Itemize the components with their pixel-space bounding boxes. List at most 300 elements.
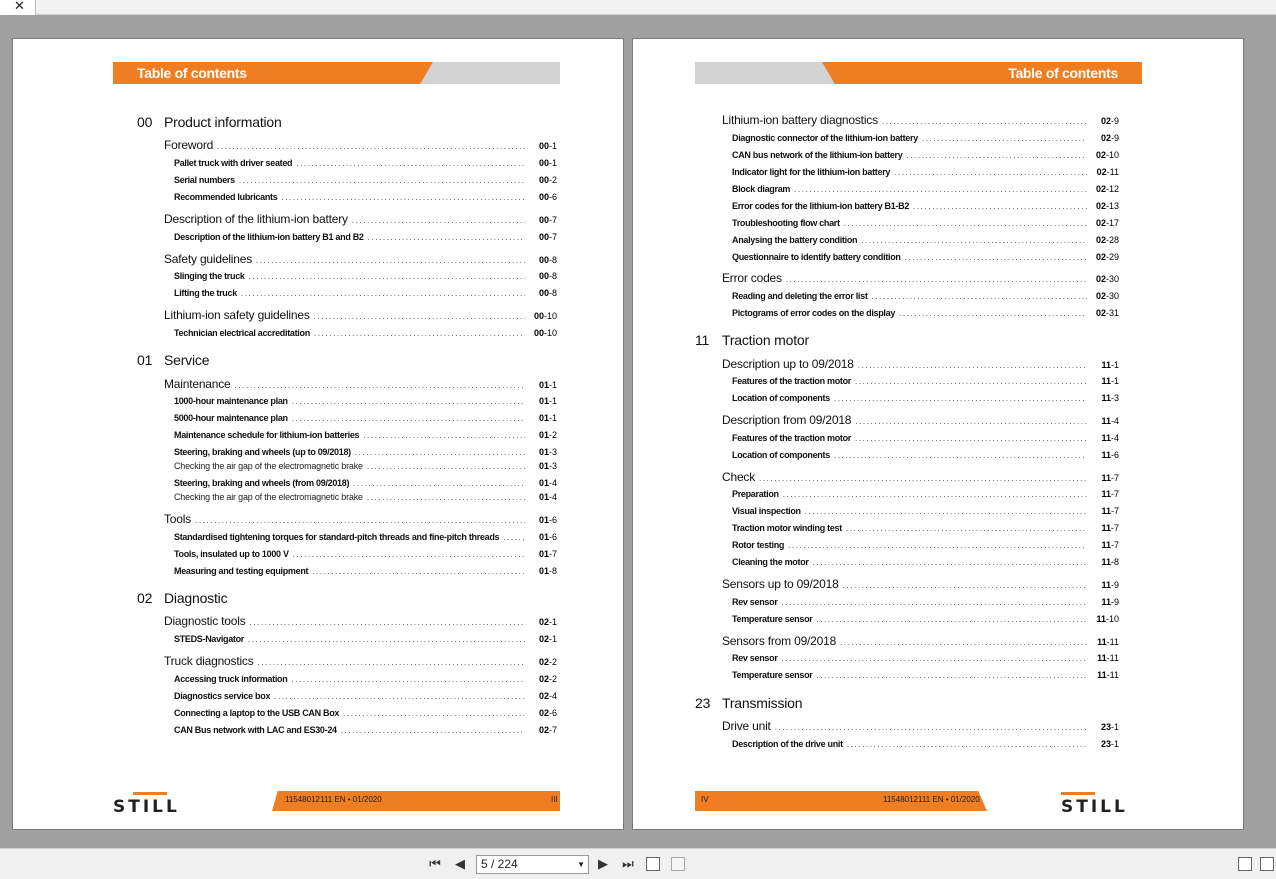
toc-page-ref <box>1087 148 1119 162</box>
chapter-prefix: 02 <box>538 725 549 735</box>
leader-dots <box>759 472 1087 486</box>
last-page-icon[interactable]: ⏭ <box>622 856 634 871</box>
toc-page-ref <box>525 139 557 153</box>
page-suffix: -2 <box>548 430 557 440</box>
toc-entry[interactable] <box>137 530 557 545</box>
toc-entry[interactable] <box>137 190 557 205</box>
chapter-heading[interactable] <box>137 352 209 368</box>
close-icon[interactable]: ✕ <box>14 0 25 13</box>
leader-dots <box>816 669 1087 683</box>
toc-entry[interactable] <box>137 654 557 670</box>
chapter-title: Product information <box>164 114 282 130</box>
toc-page-ref <box>1087 635 1119 649</box>
toc-page-ref <box>525 547 557 561</box>
toc-page-ref <box>525 632 557 646</box>
toc-entry[interactable] <box>695 148 1119 163</box>
page-suffix: -8 <box>548 566 557 576</box>
chapter-prefix: 02 <box>1095 252 1106 262</box>
toc-entry[interactable] <box>137 286 557 301</box>
toc-page-ref <box>525 173 557 187</box>
toc-entry-title: Accessing truck information <box>174 674 288 684</box>
page-suffix: -7 <box>1110 473 1119 483</box>
page-suffix: -8 <box>548 271 557 281</box>
page-suffix: -7 <box>548 215 557 225</box>
toc-page-ref <box>525 672 557 686</box>
toc-entry[interactable] <box>695 612 1119 627</box>
leader-dots <box>368 231 525 245</box>
leader-dots <box>899 307 1087 321</box>
chapter-prefix: 02 <box>1100 133 1111 143</box>
toc-entry[interactable] <box>137 252 557 268</box>
toc-entry-title: Steering, braking and wheels (up to 09/2018) <box>174 447 351 457</box>
toc-entry[interactable] <box>695 651 1119 666</box>
still-logo: STILL <box>1061 797 1128 817</box>
chapter-prefix: 01 <box>538 430 549 440</box>
leader-dots <box>844 217 1087 231</box>
toc-page-ref <box>525 253 557 267</box>
toc-entry-title: Pallet truck with driver seated <box>174 158 293 168</box>
toc-entry[interactable] <box>695 577 1119 593</box>
toc-entry-title: Features of the traction motor <box>732 376 852 386</box>
toc-entry[interactable] <box>137 173 557 188</box>
toc-page-ref <box>525 513 557 527</box>
toc-entry[interactable] <box>695 216 1119 231</box>
leader-dots <box>293 548 525 562</box>
page-number: IV <box>701 795 709 804</box>
leader-dots <box>250 616 525 630</box>
toc-entry-title: Diagnostic tools <box>164 614 246 628</box>
chapter-prefix: 23 <box>1100 739 1111 749</box>
toc-entry-title: Truck diagnostics <box>164 654 254 668</box>
two-page-view-icon[interactable] <box>671 857 685 871</box>
toc-entry[interactable] <box>137 269 557 284</box>
toc-entry[interactable] <box>695 165 1119 180</box>
chapter-heading[interactable] <box>695 332 809 348</box>
toc-entry[interactable] <box>695 289 1119 304</box>
toc-page-ref <box>525 286 557 300</box>
toc-entry[interactable] <box>137 445 557 460</box>
page-header <box>113 62 560 84</box>
chapter-prefix: 02 <box>1095 184 1106 194</box>
leader-dots <box>292 395 525 409</box>
leader-dots <box>296 157 525 171</box>
leader-dots <box>249 270 525 284</box>
toc-page-ref <box>1087 131 1119 145</box>
page-suffix: -6 <box>548 192 557 202</box>
toc-entry[interactable] <box>137 672 557 687</box>
page-suffix: -17 <box>1105 218 1119 228</box>
toc-page-ref <box>1087 538 1119 552</box>
toc-page-ref <box>525 190 557 204</box>
toc-entry[interactable] <box>137 614 557 630</box>
chapter-prefix: 02 <box>1095 235 1106 245</box>
chapter-prefix: 11 <box>1101 489 1111 499</box>
chapter-prefix: 02 <box>1095 150 1106 160</box>
toc-entry-title: Maintenance <box>164 377 231 391</box>
toc-entry[interactable] <box>137 411 557 426</box>
chapter-prefix: 00 <box>538 255 549 265</box>
page-suffix: -29 <box>1105 252 1119 262</box>
first-page-icon[interactable]: ⏮ <box>429 856 441 871</box>
toc-entry[interactable] <box>137 564 557 579</box>
toc-entry-title: Diagnostic connector of the lithium-ion battery <box>732 133 918 143</box>
toc-page-ref <box>1087 374 1119 388</box>
chapter-prefix: 11 <box>1097 670 1107 680</box>
toc-entry[interactable] <box>137 428 557 443</box>
chapter-heading[interactable] <box>695 695 802 711</box>
toc-page-ref <box>1087 114 1119 128</box>
toc-entry[interactable] <box>695 470 1119 486</box>
toc-entry[interactable] <box>695 719 1119 735</box>
toc-entry[interactable] <box>695 668 1119 683</box>
toc-entry[interactable] <box>695 634 1119 650</box>
toc-entry-title: Slinging the truck <box>174 271 245 281</box>
toc-entry-title: Description from 09/2018 <box>722 413 852 427</box>
chapter-prefix: 01 <box>538 515 549 525</box>
chapter-prefix: 11 <box>1101 523 1111 533</box>
toc-page-ref <box>525 309 557 323</box>
toc-entry[interactable] <box>137 476 557 491</box>
page-suffix: -1 <box>548 413 557 423</box>
toc-entry[interactable] <box>695 374 1119 389</box>
page-title: Table of contents <box>137 65 247 81</box>
toc-page-ref <box>525 411 557 425</box>
toc-entry-title: Location of components <box>732 393 830 403</box>
toc-entry-title: Check <box>722 470 756 484</box>
leader-dots <box>855 432 1087 446</box>
chapter-prefix: 11 <box>1097 637 1107 647</box>
toc-page-ref <box>1087 720 1119 734</box>
page-suffix: -7 <box>1110 540 1119 550</box>
page-suffix: -4 <box>548 492 557 502</box>
toc-page-ref <box>1087 289 1119 303</box>
page-suffix: -1 <box>548 634 557 644</box>
toc-entry[interactable] <box>695 113 1119 129</box>
chapter-prefix: 02 <box>538 617 549 627</box>
chapter-prefix: 02 <box>1095 291 1106 301</box>
toc-entry[interactable] <box>137 377 557 393</box>
chapter-prefix: 23 <box>1100 722 1111 732</box>
page-suffix: -6 <box>548 515 557 525</box>
toc-page-ref <box>1087 391 1119 405</box>
page-suffix: -7 <box>548 725 557 735</box>
leader-dots <box>195 514 525 528</box>
leader-dots <box>353 477 525 491</box>
page-suffix: -9 <box>1110 580 1119 590</box>
toc-entry-title: Questionnaire to identify battery condition <box>732 252 901 262</box>
toc-entry-title: Diagnostics service box <box>174 691 271 701</box>
chapter-prefix: 00 <box>533 328 544 338</box>
page-suffix: -11 <box>1106 167 1119 177</box>
leader-dots <box>503 531 525 545</box>
toc-page-ref <box>1087 250 1119 264</box>
toc-entry-title: Description of the lithium-ion battery <box>164 212 348 226</box>
page-suffix: -30 <box>1105 274 1119 284</box>
toc-entry-title: Lifting the truck <box>174 288 237 298</box>
toc-entry[interactable] <box>137 459 557 474</box>
toc-entry-title: Description of the lithium-ion battery B1 and B2 <box>174 232 364 242</box>
toc-entry[interactable] <box>695 504 1119 519</box>
page-suffix: -11 <box>1106 653 1119 663</box>
leader-dots <box>341 724 525 738</box>
next-page-icon[interactable]: ▶ <box>598 856 608 871</box>
chapter-title: Diagnostic <box>164 590 228 606</box>
toc-entry-title: Rev sensor <box>732 597 778 607</box>
toc-entry-title: Foreword <box>164 138 214 152</box>
page-suffix: -12 <box>1105 184 1119 194</box>
toc-entry-title: Lithium-ion battery diagnostics <box>722 113 878 127</box>
toc-entry[interactable] <box>695 131 1119 146</box>
leader-dots <box>352 214 525 228</box>
leader-dots <box>363 429 525 443</box>
page-suffix: -10 <box>543 311 557 321</box>
toc-entry[interactable] <box>695 737 1119 752</box>
page-suffix: -6 <box>1110 450 1119 460</box>
prev-page-icon[interactable]: ◀ <box>455 856 465 871</box>
toc-entry[interactable] <box>695 357 1119 373</box>
toc-page-ref <box>1087 272 1119 286</box>
page-suffix: -2 <box>548 175 557 185</box>
toc-entry-title: Temperature sensor <box>732 614 813 624</box>
toc-entry[interactable] <box>695 306 1119 321</box>
toc-entry[interactable] <box>137 230 557 245</box>
toc-entry-title: Indicator light for the lithium-ion battery <box>732 167 891 177</box>
toc-entry[interactable] <box>137 723 557 738</box>
toc-page-ref <box>1087 487 1119 501</box>
page-suffix: -30 <box>1105 291 1119 301</box>
leader-dots <box>813 556 1087 570</box>
toc-entry[interactable] <box>695 555 1119 570</box>
toc-page-ref <box>525 269 557 283</box>
leader-dots <box>922 132 1087 146</box>
page-suffix: -8 <box>548 288 557 298</box>
chapter-prefix: 01 <box>538 492 549 502</box>
toc-page-ref <box>1087 199 1119 213</box>
page-title: Table of contents <box>1008 65 1118 81</box>
page-suffix: -3 <box>548 447 557 457</box>
toc-page-ref <box>1087 612 1119 626</box>
chapter-heading[interactable] <box>137 590 227 606</box>
toc-entry[interactable] <box>695 521 1119 536</box>
leader-dots <box>274 690 525 704</box>
toc-entry-title: Drive unit <box>722 719 771 733</box>
chapter-prefix: 02 <box>1096 167 1107 177</box>
page-selector[interactable] <box>476 855 589 874</box>
toc-entry[interactable] <box>695 271 1119 287</box>
toc-entry[interactable] <box>695 413 1119 429</box>
toc-entry[interactable] <box>695 538 1119 553</box>
chapter-prefix: 00 <box>538 158 549 168</box>
toc-entry[interactable] <box>695 391 1119 406</box>
page-suffix: -8 <box>548 255 557 265</box>
rotate-view-icon[interactable] <box>646 857 660 871</box>
toc-entry-title: Rotor testing <box>732 540 785 550</box>
toc-page-ref <box>1087 358 1119 372</box>
leader-dots <box>805 505 1087 519</box>
toc-entry[interactable] <box>137 490 557 505</box>
toc-page-ref <box>525 706 557 720</box>
leader-dots <box>855 415 1087 429</box>
toc-page-ref <box>525 564 557 578</box>
toc-page-ref <box>525 445 557 459</box>
toc-page-ref <box>525 490 557 504</box>
chapter-number: 01 <box>137 352 153 368</box>
toc-entry[interactable] <box>695 595 1119 610</box>
doc-code: 11548012111 EN • 01/2020 <box>285 795 382 804</box>
toc-entry[interactable] <box>695 487 1119 502</box>
page-number: III <box>551 795 558 804</box>
chapter-prefix: 00 <box>538 141 549 151</box>
toc-entry-title: Traction motor winding test <box>732 523 842 533</box>
chapter-title: Transmission <box>722 695 803 711</box>
leader-dots <box>367 460 525 474</box>
leader-dots <box>840 636 1087 650</box>
leader-dots <box>882 115 1087 129</box>
leader-dots <box>905 251 1087 265</box>
toc-entry[interactable] <box>137 512 557 528</box>
toc-entry-title: Analysing the battery condition <box>732 235 858 245</box>
toc-entry[interactable] <box>695 431 1119 446</box>
page-suffix: -1 <box>1110 722 1119 732</box>
toc-page-ref <box>1087 414 1119 428</box>
toc-entry-title: Safety guidelines <box>164 252 252 266</box>
toc-entry[interactable] <box>137 156 557 171</box>
toc-entry[interactable] <box>695 182 1119 197</box>
chapter-title: Service <box>164 352 210 368</box>
page-suffix: -31 <box>1105 308 1119 318</box>
toc-page-ref <box>525 394 557 408</box>
toc-entry-title: Tools, insulated up to 1000 V <box>174 549 289 559</box>
toc-entry[interactable] <box>137 308 557 324</box>
toc-entry-title: Checking the air gap of the electromagnetic brake <box>174 461 363 471</box>
chapter-prefix: 11 <box>1101 540 1111 550</box>
chapter-prefix: 11 <box>1096 614 1106 624</box>
leader-dots <box>292 412 525 426</box>
toc-page-ref <box>1087 504 1119 518</box>
toc-entry-title: Maintenance schedule for lithium-ion batteries <box>174 430 360 440</box>
chapter-prefix: 02 <box>1095 274 1106 284</box>
page-suffix: -10 <box>543 328 557 338</box>
toc-entry-title: Visual inspection <box>732 506 801 516</box>
leader-dots <box>367 491 525 505</box>
page-suffix: -4 <box>1110 433 1119 443</box>
toc-entry[interactable] <box>137 138 557 154</box>
chapter-prefix: 00 <box>538 271 549 281</box>
toc-entry-title: Preparation <box>732 489 779 499</box>
toc-entry-title: Troubleshooting flow chart <box>732 218 840 228</box>
chapter-prefix: 02 <box>538 657 549 667</box>
leader-dots <box>847 738 1087 752</box>
page-suffix: -11 <box>1106 670 1119 680</box>
toc-entry[interactable] <box>695 250 1119 265</box>
chapter-number: 11 <box>695 332 710 348</box>
leader-dots <box>248 633 525 647</box>
toc-entry[interactable] <box>695 199 1119 214</box>
chapter-prefix: 01 <box>538 413 549 423</box>
leader-dots <box>794 183 1087 197</box>
page-suffix: -8 <box>1110 557 1119 567</box>
toc-entry-title: Checking the air gap of the electromagnetic brake <box>174 492 363 502</box>
toc-entry-title: Steering, braking and wheels (from 09/2018) <box>174 478 350 488</box>
toc-entry[interactable] <box>137 326 557 341</box>
single-page-icon[interactable] <box>1238 857 1252 871</box>
toc-page-ref <box>1087 233 1119 247</box>
toc-entry[interactable] <box>695 448 1119 463</box>
page-suffix: -4 <box>548 691 557 701</box>
chapter-prefix: 00 <box>538 232 549 242</box>
leader-dots <box>314 310 525 324</box>
toc-entry[interactable] <box>137 547 557 562</box>
page-right <box>632 38 1244 830</box>
viewer-toolbar <box>0 848 1276 879</box>
toc-entry[interactable] <box>137 212 557 228</box>
leader-dots <box>281 191 525 205</box>
toc-entry-title: CAN Bus network with LAC and ES30-24 <box>174 725 337 735</box>
chapter-prefix: 11 <box>1101 433 1111 443</box>
toc-page-ref <box>1087 182 1119 196</box>
page-suffix: -9 <box>1110 116 1119 126</box>
toc-entry-title: Error codes <box>722 271 782 285</box>
toc-page-ref <box>525 476 557 490</box>
toc-page-ref <box>1087 431 1119 445</box>
toc-entry[interactable] <box>137 632 557 647</box>
page-suffix: -7 <box>548 549 557 559</box>
toc-page-ref <box>1087 448 1119 462</box>
toc-page-ref <box>525 689 557 703</box>
chapter-prefix: 00 <box>538 175 549 185</box>
toc-entry[interactable] <box>695 233 1119 248</box>
chapter-prefix: 00 <box>538 192 549 202</box>
toc-page-ref <box>525 156 557 170</box>
toc-entry-title: Description up to 09/2018 <box>722 357 854 371</box>
toc-page-ref <box>525 378 557 392</box>
leader-dots <box>783 488 1087 502</box>
toc-entry-title: Cleaning the motor <box>732 557 809 567</box>
toc-entry-title: Features of the traction motor <box>732 433 852 443</box>
chapter-prefix: 01 <box>538 447 549 457</box>
document-tab[interactable] <box>0 0 36 15</box>
continuous-scroll-icon[interactable] <box>1260 857 1274 871</box>
chevron-down-icon: ▼ <box>577 860 585 869</box>
toc-entry-title: STEDS-Navigator <box>174 634 245 644</box>
chapter-heading[interactable] <box>137 114 282 130</box>
toc-entry-title: Connecting a laptop to the USB CAN Box <box>174 708 340 718</box>
page-suffix: -9 <box>1110 133 1119 143</box>
chapter-prefix: 02 <box>1095 308 1106 318</box>
chapter-prefix: 11 <box>1097 653 1107 663</box>
leader-dots <box>872 290 1087 304</box>
leader-dots <box>834 449 1087 463</box>
chapter-prefix: 11 <box>1101 597 1111 607</box>
toc-entry[interactable] <box>137 689 557 704</box>
page-indicator: 5 / 224 <box>481 857 518 871</box>
page-suffix: -4 <box>548 478 557 488</box>
chapter-prefix: 02 <box>538 674 549 684</box>
chapter-title: Traction motor <box>722 332 809 348</box>
chapter-prefix: 01 <box>538 532 549 542</box>
toc-page-ref <box>1087 306 1119 320</box>
chapter-prefix: 02 <box>538 708 549 718</box>
chapter-prefix: 11 <box>1101 450 1111 460</box>
chapter-prefix: 11 <box>1101 416 1111 426</box>
toc-entry[interactable] <box>137 394 557 409</box>
chapter-prefix: 01 <box>538 396 549 406</box>
toc-entry-title: Lithium-ion safety guidelines <box>164 308 310 322</box>
page-suffix: -7 <box>1110 523 1119 533</box>
toc-entry[interactable] <box>137 706 557 721</box>
leader-dots <box>913 200 1087 214</box>
toc-page-ref <box>1087 165 1119 179</box>
